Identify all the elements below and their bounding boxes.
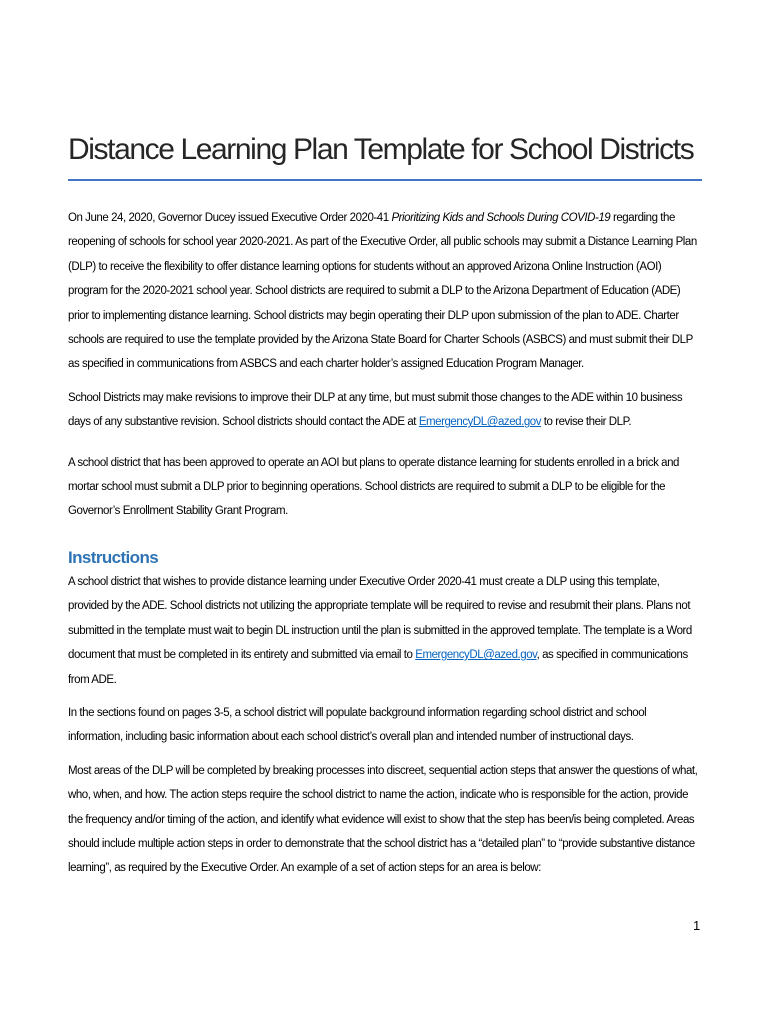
intro-text-1: On June 24, 2020, Governor Ducey issued Executive Order 2020-41 [68,212,392,224]
instructions-paragraph-1 [68,570,702,692]
intro-text-2: regarding the reopening of schools for school year 2020-2021. As part of the Executive Order, all public schools may submit a Distance Learning Plan (DLP) to receive the flexibility to offer distance learning options for students without an approved Arizona Online Instruction (AOI) program for the 2020-2021 school year. School districts are required to submit a DLP to the Arizona Department of Education (ADE) prior to implementing distance learning. School districts may begin operating their DLP upon submission of the plan to ADE. Charter schools are required to use the template provided by the Arizona State Board for Charter Schools (ASBCS) and must submit their DLP as specified in communications from ASBCS and each charter holder’s assigned Education Program Manager. [68,212,697,371]
email-link[interactable]: EmergencyDL@azed.gov [418,416,542,429]
executive-order-title: Prioritizing Kids and Schools During COVID-19 [391,212,611,224]
instructions-heading: Instructions [68,547,159,567]
document-body [68,206,702,890]
revisions-paragraph [68,386,702,435]
page-number: 1 [693,918,701,933]
aoi-paragraph: A school district that has been approved to operate an AOI but plans to operate distance learning for students enrolled in a brick and mortar school must submit a DLP prior to beginning operations. School districts are required to submit a DLP to be eligible for the Governor’s Enrollment Stability Grant Program. [68,456,679,518]
intro-paragraph [68,206,702,377]
instructions-text-2: , as specified in communications from ADE. [68,649,688,686]
title-underline [68,179,702,181]
page-title: Distance Learning Plan Template for School Districts [68,133,694,166]
revisions-text-2: to revise their DLP. [541,416,632,429]
email-link[interactable]: EmergencyDL@azed.gov [415,649,537,662]
revisions-text-1: School Districts may make revisions to improve their DLP at any time, but must submit those changes to the ADE within 10 business days of any substantive revision. School districts should contact the ADE at [68,391,683,429]
instructions-text-1: A school district that wishes to provide distance learning under Executive Order 2020-41 must create a DLP using this template, provided by the ADE. School districts not utilizing the appropriate template will be required to revise and resubmit their plans. Plans not submitted in the template must wait to begin DL instruction until the plan is submitted in the approved template. The template is a Word document that must be completed in its entirety and submitted via email to [68,575,692,662]
instructions-paragraph-3: Most areas of the DLP will be completed by breaking processes into discreet, sequential action steps that answer the questions of what, who, when, and how. The action steps require the school district to name the action, indicate who is responsible for the action, provide the frequency and/or timing of the action, and identify what evidence will exist to show that the step has been/is being completed. Areas should include multiple action steps in order to demonstrate that the school district has a “detailed plan” to “provide substantive distance learning”, as required by the Executive Order. An example of a set of action steps for an area is below: [68,764,698,875]
instructions-paragraph-2: In the sections found on pages 3-5, a school district will populate background information regarding school district and school information, including basic information about each school district’s overall plan and intended number of instructional days. [68,706,647,744]
